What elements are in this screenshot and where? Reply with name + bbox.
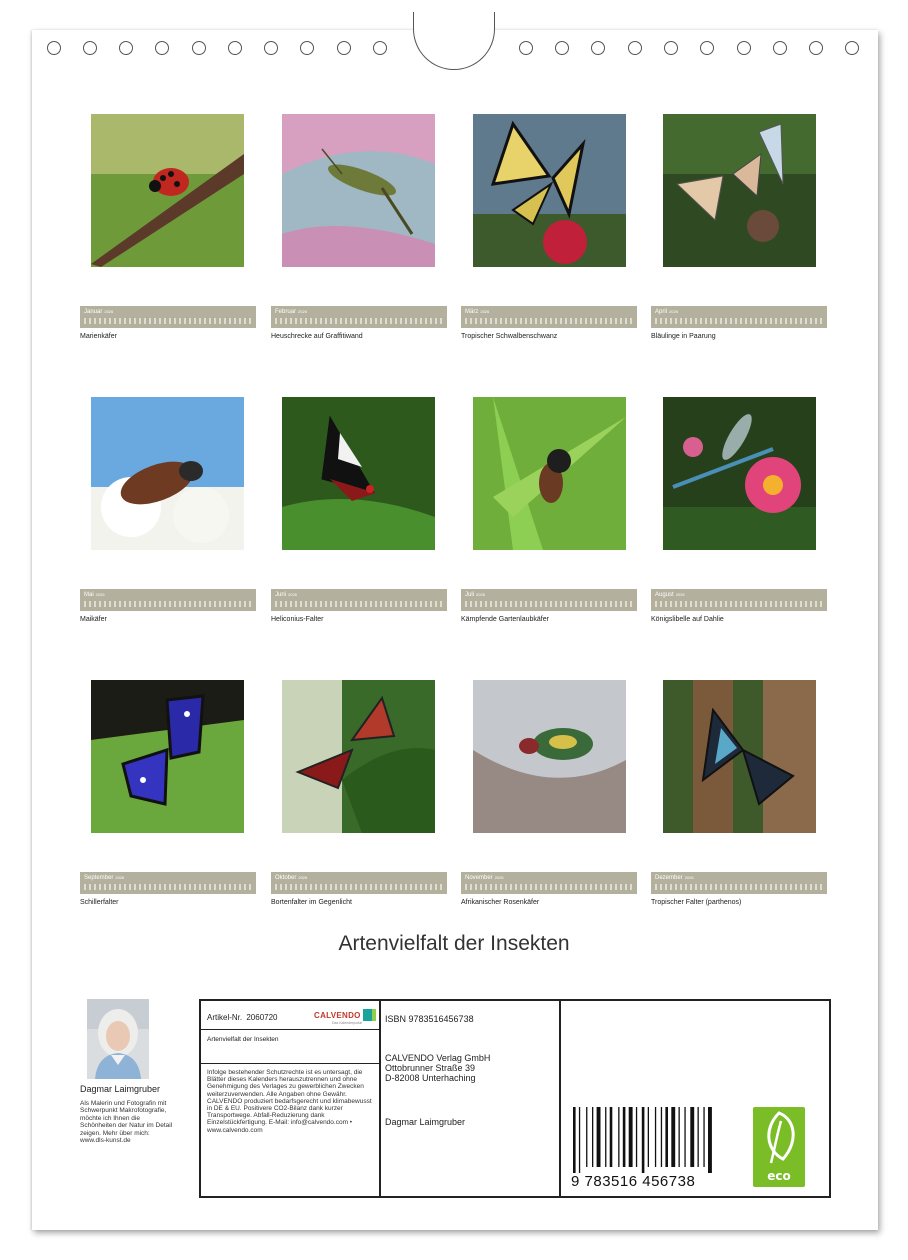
month-calendar-strip [461,306,637,328]
binding-ring [337,41,351,55]
calvendo-logo [314,1007,373,1023]
month-days-row [465,318,633,324]
binding-ring [228,41,242,55]
month-name: Dezember 2026 [655,875,694,881]
info-row-line-1 [201,1029,379,1030]
binding-ring [83,41,97,55]
binding-ring [192,41,206,55]
month-year: 2026 [115,875,125,880]
month-calendar-strip [80,872,256,894]
month-days-row [275,601,443,607]
publisher-line: CALVENDO Verlag GmbH [385,1053,491,1063]
eco-label: eco [767,1169,791,1183]
month-days-row [655,318,823,324]
month-name: Februar 2026 [275,309,307,315]
month-photo [91,680,244,833]
info-row-line-2 [201,1063,379,1064]
month-days-row [275,318,443,324]
month-year: 2026 [298,309,307,314]
month-calendar-strip [80,306,256,328]
binding-ring [737,41,751,55]
barcode-number: 9 783516 456738 [571,1173,696,1190]
binding-ring [373,41,387,55]
month-photo [473,680,626,833]
binding-ring [119,41,133,55]
article-number-value: 2060720 [246,1013,278,1022]
month-calendar-strip [271,589,447,611]
publisher-line: Ottobrunner Straße 39 [385,1063,476,1073]
calvendo-wordmark: CALVENDO [314,1010,361,1020]
month-days-row [465,601,633,607]
month-name: Januar 2026 [84,309,114,315]
author-name: Dagmar Laimgruber [80,1084,161,1094]
month-caption: Tropischer Schwalbenschwanz [461,333,558,340]
month-days-row [84,601,252,607]
binding-ring [155,41,169,55]
month-name: November 2026 [465,875,504,881]
month-photo [663,114,816,267]
month-name: August 2026 [655,592,685,598]
month-photo [663,680,816,833]
month-calendar-strip [651,872,827,894]
month-caption: Bläulinge in Paarung [651,333,716,340]
month-year: 2026 [669,309,678,314]
month-year: 2026 [684,875,694,880]
month-name: September 2026 [84,875,125,881]
product-info-box [199,999,831,1198]
month-year: 2026 [480,309,490,314]
info-divider-1 [379,1001,381,1196]
binding-ring [555,41,569,55]
binding-ring [700,41,714,55]
month-name: Juni 2026 [275,592,297,598]
month-name: Oktober 2026 [275,875,308,881]
info-divider-2 [559,1001,561,1196]
isbn: ISBN 9783516456738 [385,1014,474,1024]
binding-ring [47,41,61,55]
month-calendar-strip [461,589,637,611]
month-calendar-strip [271,306,447,328]
month-calendar-strip [651,589,827,611]
month-days-row [655,601,823,607]
month-caption: Heuschrecke auf Graffitiwand [271,333,363,340]
month-calendar-strip [271,872,447,894]
month-photo [91,114,244,267]
month-calendar-strip [80,589,256,611]
month-caption: Tropischer Falter (parthenos) [651,899,742,906]
publisher-address [385,1053,490,1083]
month-photo [473,397,626,550]
month-name: März 2026 [465,309,490,315]
month-year: 2026 [675,592,685,597]
author-photo [87,999,149,1079]
month-caption: Königslibelle auf Dahlie [651,616,724,623]
month-days-row [465,884,633,890]
publisher-line: D-82008 Unterhaching [385,1073,476,1083]
month-caption: Schillerfalter [80,899,119,906]
month-photo [282,397,435,550]
eco-badge [753,1107,805,1187]
month-name: April 2026 [655,309,678,315]
month-photo [473,114,626,267]
info-calendar-title: Artenvielfalt der Insekten [207,1036,279,1043]
month-caption: Heliconius-Falter [271,616,324,623]
month-year: 2026 [494,875,504,880]
month-caption: Kämpfende Gartenlaubkäfer [461,616,549,623]
legal-notice: Infolge bestehender Schutzrechte ist es untersagt, die Blätter dieses Kalenders herauszutrennen und ohne Genehmigung des Verlages zu gewerblichen Zwecken weiterzuverwenden. Alle Angaben ohne Gewähr. CALVENDO produziert bedarfsgerecht und klimabewusst in DE & EU. Positivere CO2-Bilanz dank kurzer Transportwege. Abfall-Reduzierung dank Einzelstückfertigung. E-Mail: info@calvendo.com • www.calvendo.com [207,1069,372,1134]
month-year: 2026 [104,309,114,314]
info-author: Dagmar Laimgruber [385,1117,466,1127]
month-year: 2026 [298,875,308,880]
binding-ring [591,41,605,55]
binding-ring [264,41,278,55]
month-calendar-strip [651,306,827,328]
month-photo [663,397,816,550]
calvendo-mark-icon [363,1009,373,1021]
article-number-label: Artikel-Nr. [207,1013,243,1022]
calendar-title: Artenvielfalt der Insekten [338,932,570,955]
binding-ring [664,41,678,55]
month-caption: Bortenfalter im Gegenlicht [271,899,352,906]
author-bio: Als Malerin und Fotografin mit Schwerpunkt Makrofotografie, möchte ich Ihnen die Schönheiten der Natur im Detail zeigen. Mehr über mich: www.dls-kunst.de [80,1100,173,1145]
month-photo [91,397,244,550]
binding-ring [519,41,533,55]
binding-ring [773,41,787,55]
month-caption: Afrikanischer Rosenkäfer [461,899,540,906]
month-photo [282,114,435,267]
month-year: 2026 [476,592,485,597]
month-days-row [84,318,252,324]
binding-ring [845,41,859,55]
month-name: Juli 2026 [465,592,485,598]
barcode [573,1107,723,1173]
calvendo-tagline: Das Kalenderportal [332,1021,362,1025]
month-calendar-strip [461,872,637,894]
month-photo [282,680,435,833]
month-caption: Marienkäfer [80,333,117,340]
month-days-row [275,884,443,890]
month-year: 2026 [95,592,105,597]
binding-ring [300,41,314,55]
leaf-icon [753,1107,805,1167]
month-year: 2026 [288,592,297,597]
binding-ring [809,41,823,55]
month-days-row [84,884,252,890]
binding-ring [628,41,642,55]
article-number [207,1013,278,1022]
month-caption: Maikäfer [80,616,107,623]
month-name: Mai 2026 [84,592,105,598]
month-days-row [655,884,823,890]
